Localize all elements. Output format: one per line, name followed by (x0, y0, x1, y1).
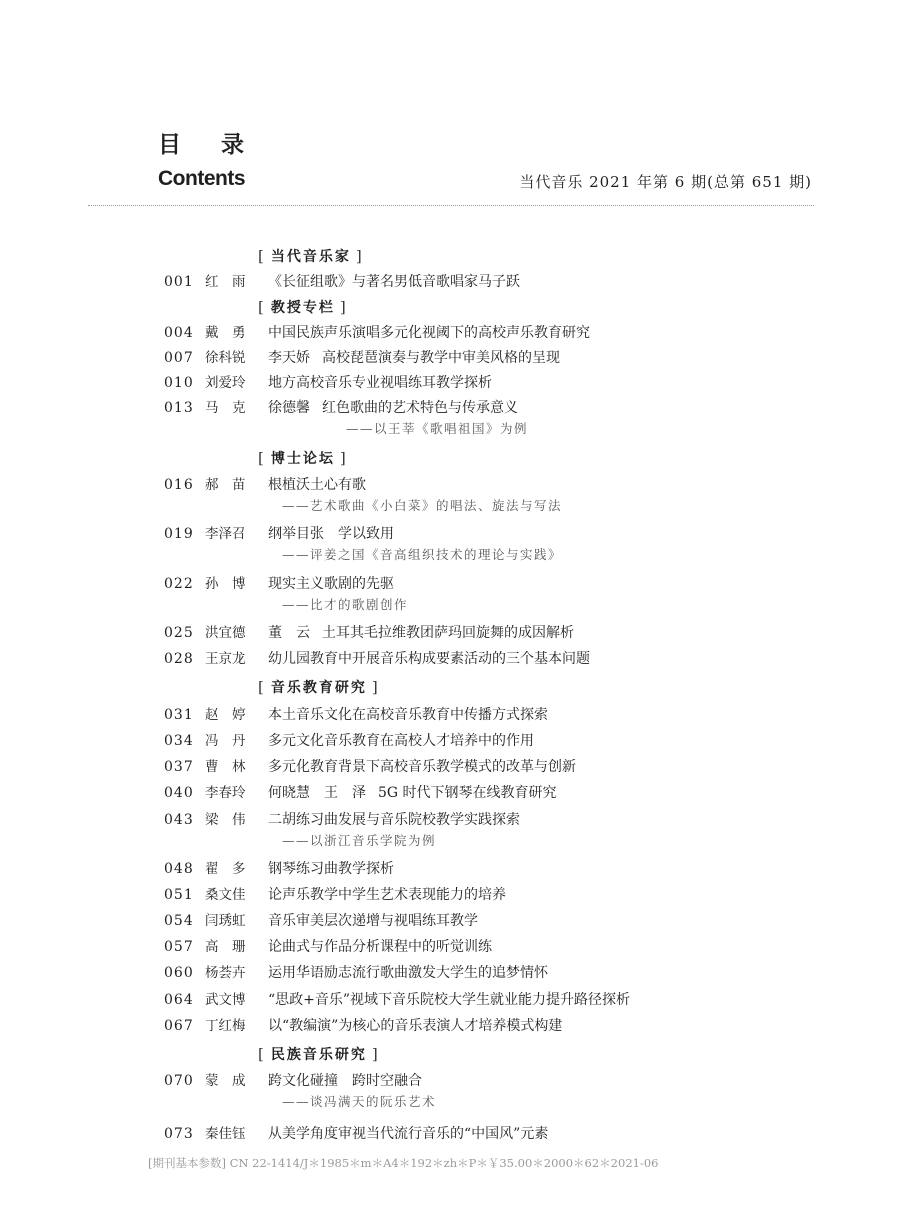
author: 徐科锐 (205, 350, 246, 366)
author: 翟 多 (205, 861, 246, 877)
page-number: 064 (164, 992, 194, 1008)
article-title: 地方高校音乐专业视唱练耳教学探析 (268, 375, 492, 391)
author: 桑文佳 (205, 887, 246, 903)
issue-info: 当代音乐 2021 年第 6 期(总第 651 期) (519, 173, 812, 191)
entry-title-line (268, 474, 366, 496)
entry-title-line (268, 397, 518, 419)
page-number: 022 (164, 576, 194, 592)
article-title: 高校琵琶演奏与教学中审美风格的呈现 (322, 350, 560, 366)
article-title: 跨文化碰撞 跨时空融合 (268, 1073, 422, 1089)
entry-title-line (268, 962, 548, 984)
article-title: 《长征组歌》与著名男低音歌唱家马子跃 (268, 274, 520, 290)
article-title: 根植沃土心有歌 (268, 477, 366, 493)
section-header (258, 296, 348, 318)
page-number: 073 (164, 1126, 194, 1142)
article-title: 论曲式与作品分析课程中的听觉训练 (268, 939, 492, 955)
coauthor: 何晓慧 王 泽 (268, 785, 366, 801)
section-header (258, 447, 348, 469)
author: 曹 林 (205, 759, 246, 775)
entry-title-line (268, 322, 590, 344)
article-subtitle: ——艺术歌曲《小白菜》的唱法、旋法与写法 (282, 498, 563, 513)
article-subtitle: ——以王莘《歌唱祖国》为例 (346, 421, 529, 436)
entry-title-line (268, 782, 557, 804)
article-title: 论声乐教学中学生艺术表现能力的培养 (268, 887, 506, 903)
section-header (258, 245, 364, 267)
section-label: 音乐教育研究 (270, 680, 367, 696)
author: 孙 博 (205, 576, 246, 592)
entry-title-line (268, 730, 534, 752)
author: 武文博 (205, 992, 246, 1008)
entry-title-line (268, 884, 506, 906)
header-divider (88, 205, 814, 206)
section-label: 教授专栏 (270, 300, 335, 316)
page-title-zh: 目 录 (158, 132, 261, 158)
entry-title-line (268, 347, 560, 369)
entry-title-line (268, 1123, 548, 1145)
page-number: 070 (164, 1073, 194, 1089)
page-number: 013 (164, 400, 194, 416)
section-label: 博士论坛 (270, 451, 335, 467)
author: 梁 伟 (205, 812, 246, 828)
coauthor: 徐德馨 (268, 400, 310, 416)
article-title: 土耳其毛拉维教团萨玛回旋舞的成因解析 (322, 625, 574, 641)
page-number: 051 (164, 887, 194, 903)
page-number: 031 (164, 707, 194, 723)
page-number: 025 (164, 625, 194, 641)
article-title: 从美学角度审视当代流行音乐的“中国风”元素 (268, 1126, 549, 1142)
entry-title-line (268, 648, 590, 670)
author: 戴 勇 (205, 325, 246, 341)
page-number: 060 (164, 965, 194, 981)
author: 马 克 (205, 400, 246, 416)
journal-parameters: [期刊基本参数] CN 22-1414/J＊1985＊m＊A4＊192＊zh＊P＊￥35.00＊2000＊62＊2021-06 (148, 1156, 659, 1170)
bracket-close: ] (371, 678, 380, 696)
article-title: 音乐审美层次递增与视唱练耳教学 (268, 913, 478, 929)
bracket-close: ] (355, 247, 364, 265)
entry-title-line (268, 989, 630, 1011)
article-title: 本土音乐文化在高校音乐教育中传播方式探索 (268, 707, 548, 723)
page-number: 007 (164, 350, 194, 366)
article-title: 运用华语励志流行歌曲激发大学生的追梦情怀 (268, 965, 548, 981)
author: 杨荟卉 (205, 965, 246, 981)
page-number: 016 (164, 477, 194, 493)
author: 蒙 成 (205, 1073, 246, 1089)
page-number: 004 (164, 325, 194, 341)
author: 王京龙 (205, 651, 246, 667)
page-number: 034 (164, 733, 194, 749)
section-label: 当代音乐家 (270, 249, 351, 265)
article-title: 5G 时代下钢琴在线教育研究 (378, 785, 557, 801)
article-title: 中国民族声乐演唱多元化视阈下的高校声乐教育研究 (268, 325, 590, 341)
bracket-open: [ (258, 678, 266, 696)
section-header (258, 1043, 380, 1065)
author: 洪宜德 (205, 625, 246, 641)
bracket-open: [ (258, 449, 266, 467)
author: 赵 婷 (205, 707, 246, 723)
author: 秦佳钰 (205, 1126, 246, 1142)
entry-title-line (268, 756, 576, 778)
article-subtitle: ——比才的歌剧创作 (282, 597, 409, 612)
entry-title-line (268, 523, 394, 545)
coauthor: 李天娇 (268, 350, 310, 366)
page-number: 043 (164, 812, 194, 828)
article-title: 二胡练习曲发展与音乐院校教学实践探索 (268, 812, 520, 828)
section-label: 民族音乐研究 (270, 1047, 367, 1063)
article-subtitle: ——谈冯满天的阮乐艺术 (282, 1094, 437, 1109)
page-number: 054 (164, 913, 194, 929)
entry-title-line (268, 809, 520, 831)
page-number: 067 (164, 1018, 194, 1034)
author: 李春玲 (205, 785, 246, 801)
article-subtitle: ——评姜之国《音高组织技术的理论与实践》 (282, 547, 563, 562)
article-title: 现实主义歌剧的先驱 (268, 576, 394, 592)
section-header (258, 676, 380, 698)
article-title: 多元文化音乐教育在高校人才培养中的作用 (268, 733, 534, 749)
entry-title-line (268, 936, 492, 958)
author: 丁红梅 (205, 1018, 246, 1034)
page-number: 040 (164, 785, 194, 801)
entry-title-line (268, 271, 520, 293)
author: 冯 丹 (205, 733, 246, 749)
author: 李泽召 (205, 526, 246, 542)
entry-title-line (268, 372, 492, 394)
page-number: 010 (164, 375, 194, 391)
coauthor: 董 云 (268, 625, 310, 641)
author: 郝 苗 (205, 477, 246, 493)
page-number: 028 (164, 651, 194, 667)
article-title: 多元化教育背景下高校音乐教学模式的改革与创新 (268, 759, 576, 775)
article-title: 幼儿园教育中开展音乐构成要素活动的三个基本问题 (268, 651, 590, 667)
bracket-open: [ (258, 1045, 266, 1063)
page-number: 048 (164, 861, 194, 877)
page-number: 019 (164, 526, 194, 542)
article-subtitle: ——以浙江音乐学院为例 (282, 833, 437, 848)
author: 红 雨 (205, 274, 246, 290)
article-title: 钢琴练习曲教学探析 (268, 861, 394, 877)
bracket-open: [ (258, 247, 266, 265)
entry-title-line (268, 1070, 422, 1092)
page-title-en: Contents (158, 167, 245, 190)
bracket-close: ] (339, 449, 348, 467)
entry-title-line (268, 704, 548, 726)
entry-title-line (268, 573, 394, 595)
page-number: 037 (164, 759, 194, 775)
entry-title-line (268, 858, 394, 880)
article-title: 以“教编演”为核心的音乐表演人才培养模式构建 (268, 1018, 563, 1034)
page-number: 057 (164, 939, 194, 955)
article-title: 红色歌曲的艺术特色与传承意义 (322, 400, 518, 416)
page-number: 001 (164, 274, 194, 290)
author: 闫琇虹 (205, 913, 246, 929)
bracket-close: ] (371, 1045, 380, 1063)
entry-title-line (268, 910, 478, 932)
article-title: “思政+音乐”视域下音乐院校大学生就业能力提升路径探析 (268, 992, 631, 1008)
author: 刘爱玲 (205, 375, 246, 391)
bracket-close: ] (339, 298, 348, 316)
entry-title-line (268, 622, 574, 644)
bracket-open: [ (258, 298, 266, 316)
article-title: 纲举目张 学以致用 (268, 526, 394, 542)
author: 高 珊 (205, 939, 246, 955)
entry-title-line (268, 1015, 562, 1037)
